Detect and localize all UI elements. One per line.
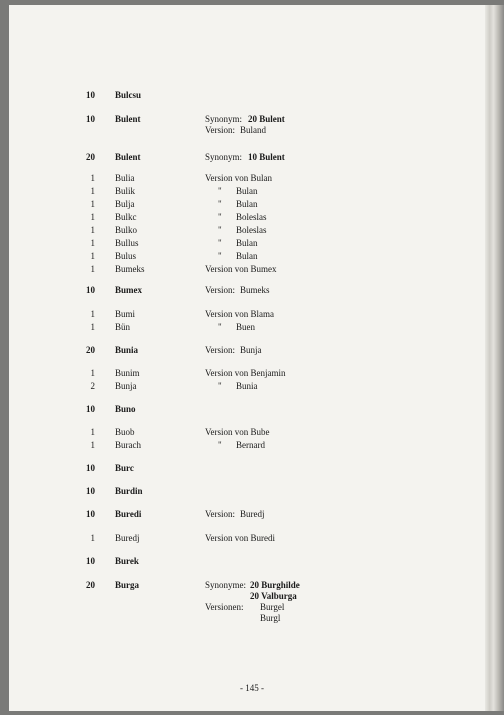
entry-name: Bulent — [115, 152, 141, 162]
page-edge — [485, 5, 504, 711]
bleed-through — [209, 97, 211, 107]
entry-info-label: " — [218, 225, 222, 235]
entry-info-label: Version von Bumex — [205, 264, 277, 274]
entry-number: 10 — [86, 556, 95, 566]
entry-number: 20 — [86, 152, 95, 162]
entry-info-label: Version von Benjamin — [205, 368, 286, 378]
entry-number: 10 — [86, 285, 95, 295]
entry-info-label: " — [218, 381, 222, 391]
entry-name: Bullus — [115, 238, 139, 248]
entry-name: Bulja — [115, 199, 135, 209]
entry-number: 2 — [90, 381, 95, 391]
entry-number: 1 — [90, 238, 95, 248]
entry-name: Bulko — [115, 225, 138, 235]
entry-info-value: Bulan — [236, 238, 258, 248]
entry-info-value: 20 Bulent — [248, 114, 285, 124]
entry-info-value: Buredj — [240, 509, 265, 519]
entry-number: 10 — [86, 463, 95, 473]
entry-name: Bumeks — [115, 264, 145, 274]
entry-info-value: 20 Burghilde — [250, 580, 300, 590]
entry-number: 1 — [90, 251, 95, 261]
entry-info-label: Version: — [205, 345, 235, 355]
entry-number: 10 — [86, 404, 95, 414]
entry-info-value: 20 Valburga — [250, 591, 297, 601]
entry-number: 1 — [90, 309, 95, 319]
entry-name: Bün — [115, 322, 131, 332]
entry-name: Bumex — [115, 285, 142, 295]
entry-number: 1 — [90, 199, 95, 209]
entry-name: Burek — [115, 556, 139, 566]
entry-info-value: Buland — [240, 125, 266, 135]
entry-info-label: Version von Bube — [205, 427, 270, 437]
entry-name: Buob — [115, 427, 135, 437]
entry-name: Buredj — [115, 533, 140, 543]
entry-info-value: Bunja — [240, 345, 262, 355]
entry-info-label: " — [218, 440, 222, 450]
entry-info-value: Bulan — [236, 199, 258, 209]
entry-info-label: " — [218, 199, 222, 209]
entry-number: 1 — [90, 173, 95, 183]
entry-info-label: Version von Buredi — [205, 533, 275, 543]
entry-name: Bulus — [115, 251, 137, 261]
entry-name: Burach — [115, 440, 141, 450]
entry-number: 1 — [90, 225, 95, 235]
entry-info-value: Boleslas — [236, 225, 267, 235]
entry-info-value: Burgel — [260, 602, 285, 612]
entry-name: Burga — [115, 580, 140, 590]
entry-info-label: Version von Blama — [205, 309, 274, 319]
entry-number: 20 — [86, 345, 95, 355]
entry-name: Burc — [115, 463, 134, 473]
entry-number: 1 — [90, 212, 95, 222]
document-page — [9, 5, 489, 711]
entry-number: 10 — [86, 486, 95, 496]
entry-info-label: Synonym: — [205, 152, 243, 162]
entry-info-label: Version: — [205, 285, 235, 295]
entry-info-label: Version: — [205, 509, 235, 519]
entry-info-label: Versionen: — [205, 602, 244, 612]
entry-info-value: Boleslas — [236, 212, 267, 222]
entry-info-value: Bumeks — [240, 285, 270, 295]
entry-info-label: " — [218, 322, 222, 332]
entry-info-value: Burgl — [260, 613, 281, 623]
entry-info-label: Synonyme: — [205, 580, 247, 590]
entry-name: Bumi — [115, 309, 136, 319]
entry-info-value: Bunia — [236, 381, 258, 391]
entry-info-label: " — [218, 238, 222, 248]
entry-number: 10 — [86, 509, 95, 519]
entry-info-value: Bulan — [236, 251, 258, 261]
entry-name: Buno — [115, 404, 136, 414]
entry-number: 1 — [90, 368, 95, 378]
entry-name: Bulik — [115, 186, 136, 196]
entry-name: Bulia — [115, 173, 135, 183]
entry-info-value: Buen — [236, 322, 255, 332]
entry-number: 1 — [90, 440, 95, 450]
entry-name: Burdin — [115, 486, 143, 496]
entry-info-value: 10 Bulent — [248, 152, 285, 162]
entry-number: 10 — [86, 90, 95, 100]
entry-number: 1 — [90, 427, 95, 437]
entry-number: 1 — [90, 264, 95, 274]
entry-number: 10 — [86, 114, 95, 124]
entry-name: Bunia — [115, 345, 139, 355]
page-number: - 145 - — [240, 683, 264, 693]
entry-info-label: " — [218, 251, 222, 261]
entry-name: Buredi — [115, 509, 142, 519]
entry-number: 20 — [86, 580, 95, 590]
entry-name: Bunja — [115, 381, 137, 391]
entry-info-label: Version von Bulan — [205, 173, 272, 183]
entry-name: Bulkc — [115, 212, 137, 222]
entry-info-label: " — [218, 212, 222, 222]
entry-info-label: Version: — [205, 125, 235, 135]
entry-name: Bulent — [115, 114, 141, 124]
entry-number: 1 — [90, 322, 95, 332]
entry-number: 1 — [90, 533, 95, 543]
entry-name: Bulcsu — [115, 90, 142, 100]
entry-info-label: " — [218, 186, 222, 196]
entry-info-value: Bulan — [236, 186, 258, 196]
entry-number: 1 — [90, 186, 95, 196]
entry-info-label: Synonym: — [205, 114, 243, 124]
entry-name: Bunim — [115, 368, 140, 378]
entry-info-value: Bernard — [236, 440, 265, 450]
